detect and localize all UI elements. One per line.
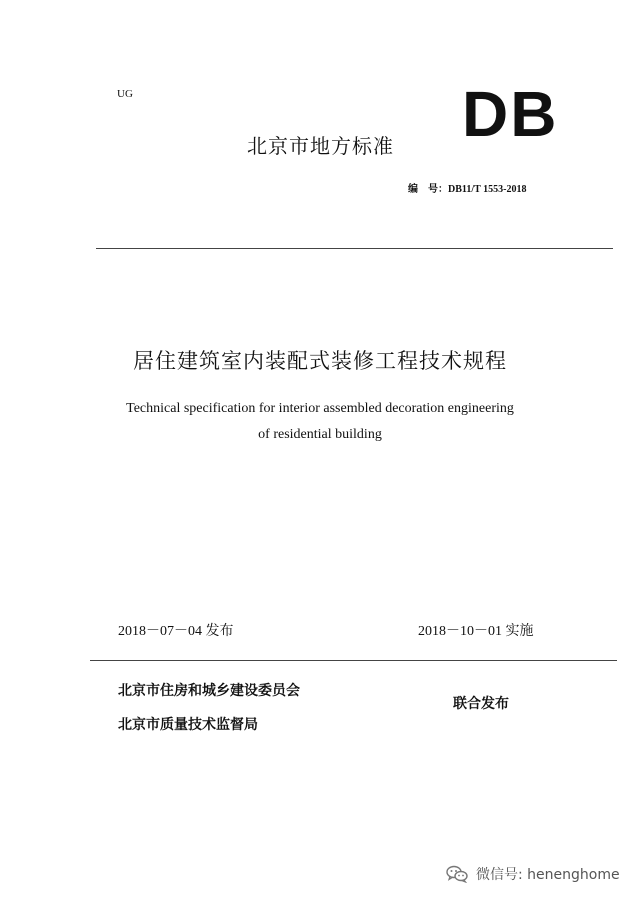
ics-code: UG bbox=[117, 88, 133, 100]
standard-number bbox=[408, 180, 526, 195]
wechat-icon bbox=[446, 865, 468, 883]
issuer-housing-commission: 北京市住房和城乡建设委员会 bbox=[118, 683, 300, 699]
standard-type-title: 北京市地方标准 bbox=[247, 134, 394, 158]
standard-number-value: DB11/T 1553-2018 bbox=[448, 184, 527, 195]
implementation-date: 2018－10－01 实施 bbox=[418, 624, 534, 639]
issue-date: 2018－07－04 发布 bbox=[118, 624, 234, 639]
wechat-watermark bbox=[446, 864, 620, 884]
db-mark: DB bbox=[462, 78, 559, 150]
bottom-divider bbox=[90, 660, 617, 661]
standard-number-label: 编 号： bbox=[408, 184, 448, 195]
document-title-english-line-1: Technical specification for interior assembled decoration engineering bbox=[126, 401, 514, 416]
top-divider bbox=[96, 248, 613, 249]
document-title-english-line-2: of residential building bbox=[258, 427, 382, 442]
joint-issue-label: 联合发布 bbox=[453, 696, 509, 712]
document-title-chinese: 居住建筑室内装配式装修工程技术规程 bbox=[133, 349, 507, 373]
watermark-text: 微信号: henenghome bbox=[476, 867, 620, 883]
issuer-quality-bureau: 北京市质量技术监督局 bbox=[118, 717, 258, 733]
